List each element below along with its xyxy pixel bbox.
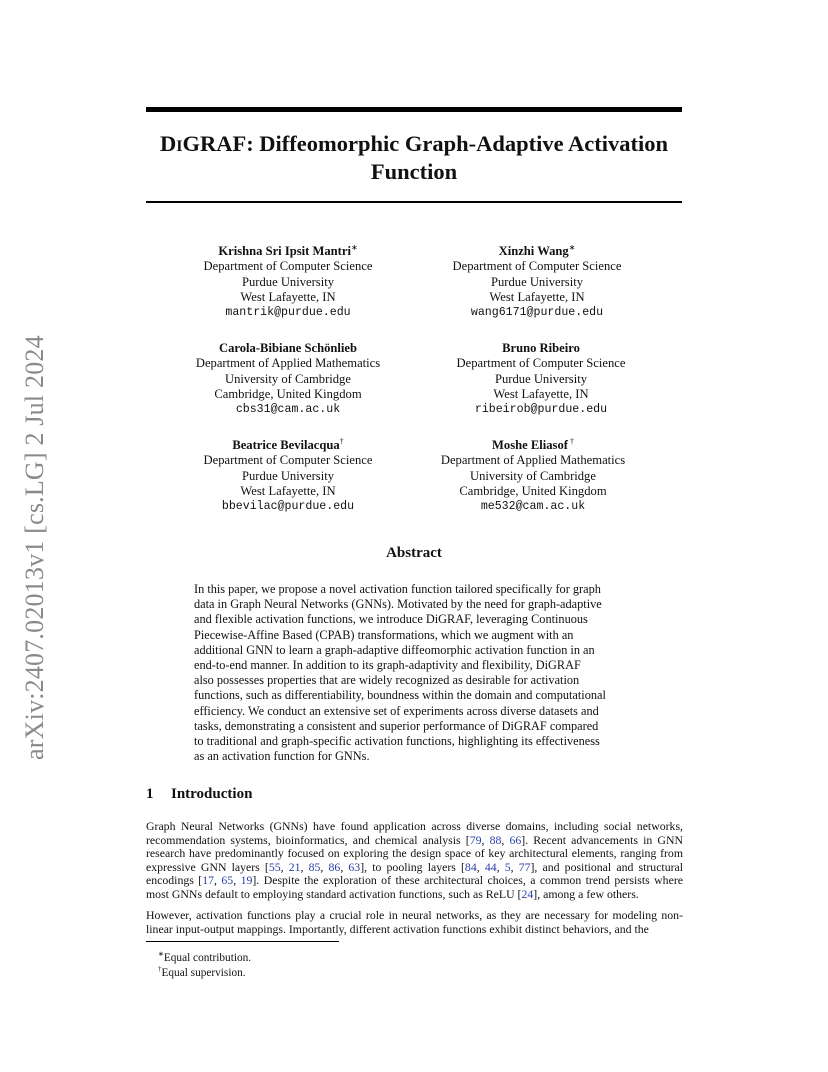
citation-link[interactable]: 44	[484, 859, 497, 874]
author-name: Bruno Ribeiro	[502, 341, 580, 356]
author-email[interactable]: wang6171@purdue.edu	[470, 306, 604, 319]
author-inst: University of Cambridge	[225, 371, 351, 386]
author-loc: West Lafayette, IN	[493, 386, 589, 401]
author-dept: Department of Applied Mathematics	[195, 356, 381, 371]
citation-link[interactable]: 79	[469, 832, 482, 847]
intro-paragraph-1: Graph Neural Networks (GNNs) have found application across diverse domains, including social networks, recommendation systems, bioinformatics, and chemical analysis [79, 88, 66]. Recent advancements in GNN research have predominantly focused on exploring the design space of key architectural elements, ranging from expressive GNN layers [55, 21, 85, 86, 63], to pooling layers [84, 44, 5, 77], and positional and structural encodings [17, 65, 19]. Despite the exploration of these architectural choices, a common trend persists where most GNNs default to employing standard activation functions, such as ReLU [24], among a few others.	[146, 819, 684, 901]
footnote: †Equal supervision.	[158, 965, 246, 979]
author-block	[413, 434, 653, 514]
author-dept: Department of Computer Science	[203, 259, 373, 274]
citation-link[interactable]: 24	[521, 886, 534, 901]
citation-link[interactable]: 63	[348, 859, 361, 874]
author-name: Beatrice Bevilacqua†	[232, 437, 344, 453]
title-method-name: DiGRAF	[159, 131, 247, 156]
footnote: ∗Equal contribution.	[158, 950, 252, 964]
abstract-line: data in Graph Neural Networks (GNNs). Motivated by the need for graph-adaptive	[194, 597, 602, 612]
title-bottom-rule	[146, 201, 682, 203]
paper-title	[146, 130, 682, 186]
abstract-line: also possesses properties that are widely recognized as desirable for activation	[194, 673, 580, 688]
citation-link[interactable]: 84	[464, 859, 477, 874]
abstract-line: additional GNN to learn a graph-adaptive diffeomorphic activation function in an	[194, 642, 595, 657]
author-dept: Department of Computer Science	[452, 259, 622, 274]
author-block	[168, 337, 408, 417]
author-loc: West Lafayette, IN	[240, 289, 336, 304]
citation-link[interactable]: 85	[308, 859, 321, 874]
abstract-line: Piecewise-Affine Based (CPAB) transformations, which we augment with an	[194, 627, 574, 642]
author-block	[421, 337, 661, 417]
author-name: Xinzhi Wang∗	[498, 243, 576, 259]
abstract-heading: Abstract	[386, 545, 442, 561]
citation-link[interactable]: 19	[240, 873, 253, 888]
author-dept: Department of Computer Science	[203, 453, 373, 468]
author-inst: Purdue University	[491, 274, 583, 289]
author-dept: Department of Computer Science	[456, 356, 626, 371]
author-email[interactable]: cbs31@cam.ac.uk	[235, 403, 341, 416]
author-dept: Department of Applied Mathematics	[440, 453, 626, 468]
citation-link[interactable]: 66	[509, 832, 522, 847]
section-heading	[146, 786, 252, 803]
author-inst: Purdue University	[242, 274, 334, 289]
author-inst: University of Cambridge	[470, 468, 596, 483]
author-inst: Purdue University	[495, 371, 587, 386]
abstract-line: efficiency. We conduct an extensive set of experiments across diverse datasets and	[194, 703, 599, 718]
citation-link[interactable]: 21	[288, 859, 301, 874]
citation-link[interactable]: 17	[202, 873, 214, 888]
author-name: Moshe Eliasof †	[492, 437, 574, 453]
abstract-line: end-to-end manner. In addition to its graph-adaptivity and flexibility, DiGRAF	[194, 658, 581, 673]
author-block	[417, 240, 657, 320]
abstract-line: to traditional and graph-specific activation functions, highlighting its effectiveness	[194, 734, 600, 749]
author-inst: Purdue University	[242, 468, 334, 483]
author-email[interactable]: bbevilac@purdue.edu	[221, 500, 355, 513]
citation-link[interactable]: 55	[268, 859, 281, 874]
author-loc: Cambridge, United Kingdom	[214, 386, 362, 401]
title-text: : Diffeomorphic Graph-Adaptive Activation	[246, 131, 669, 156]
author-loc: West Lafayette, IN	[489, 289, 585, 304]
abstract-line: In this paper, we propose a novel activation function tailored specifically for graph	[194, 582, 601, 596]
intro-paragraph-2: However, activation functions play a crucial role in neural networks, as they are necessary for modeling non-linear input-output mappings. Importantly, different activation functions exhibit distinct behaviors, and the	[146, 908, 683, 936]
section-number: 1	[146, 786, 154, 802]
title-line-2: Function	[370, 159, 458, 184]
author-block	[168, 240, 408, 320]
author-email[interactable]: mantrik@purdue.edu	[225, 306, 351, 319]
author-loc: Cambridge, United Kingdom	[459, 483, 607, 498]
author-block	[168, 434, 408, 514]
citation-link[interactable]: 88	[489, 832, 502, 847]
abstract-line: and flexible activation functions, we introduce DiGRAF, leveraging Continuous	[194, 612, 588, 627]
author-name: Carola-Bibiane Schönlieb	[219, 341, 357, 356]
citation-link[interactable]: 77	[518, 859, 531, 874]
abstract-line: tasks, demonstrating a consistent and superior performance of DiGRAF compared	[194, 718, 599, 733]
author-name: Krishna Sri Ipsit Mantri∗	[218, 243, 358, 259]
section-title: Introduction	[171, 786, 253, 802]
title-top-rule	[146, 107, 682, 112]
citation-link[interactable]: 86	[328, 859, 341, 874]
arxiv-stamp[interactable]: arXiv:2407.02013v1 [cs.LG] 2 Jul 2024	[20, 335, 49, 760]
abstract-line: functions, such as differentiability, boundness within the domain and computational	[194, 688, 606, 703]
footnote-rule	[146, 941, 339, 942]
abstract-body	[194, 582, 636, 764]
citation-link[interactable]: 65	[221, 873, 234, 888]
author-email[interactable]: me532@cam.ac.uk	[480, 500, 586, 513]
abstract-line: as an activation function for GNNs.	[194, 749, 370, 764]
citation-link[interactable]: 5	[504, 859, 511, 874]
author-email[interactable]: ribeirob@purdue.edu	[474, 403, 608, 416]
author-loc: West Lafayette, IN	[240, 483, 336, 498]
